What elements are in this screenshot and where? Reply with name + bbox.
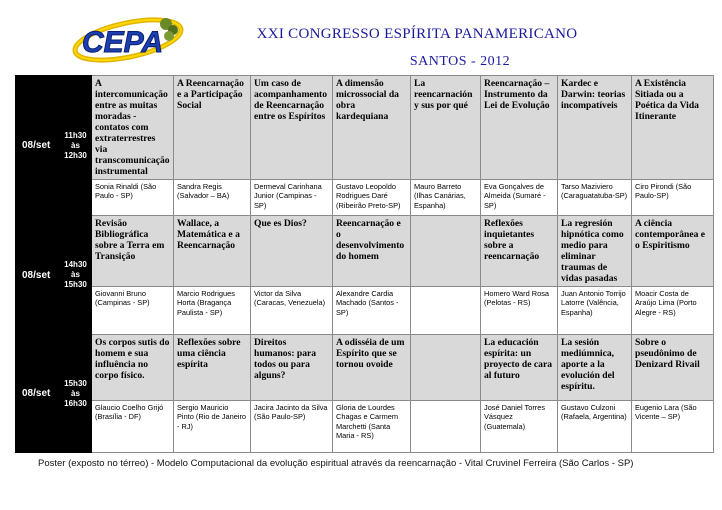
logo-text: CEPA [82,26,164,59]
talk-title: La reencarnación y sus por qué [411,76,481,180]
talk-title: Direitos humanos: para todos ou para alguns? [251,335,333,401]
page-title: XXI CONGRESSO ESPÍRITA PANAMERICANO [256,26,578,42]
talk-speaker: Victor da Silva (Caracas, Venezuela) [251,287,333,335]
session-date: 08/set [16,216,60,335]
talk-speaker: Moacir Costa de Araújo Lima (Porto Alegre - RS) [632,287,714,335]
session-date: 08/set [16,335,60,453]
session-row [16,76,714,180]
talk-title: A intercomunicação entre as muitas moradas - contatos com extraterrestres via transcomunicação instrumental [92,76,174,180]
talk-title: Os corpos sutis do homem e sua influência no corpo físico. [92,335,174,401]
talk-title: Reflexões inquietantes sobre a reencarnação [481,216,558,287]
speaker-row [16,180,714,216]
talk-speaker [411,287,481,335]
talk-title: A odisséia de um Espírito que se tornou ovoide [333,335,411,401]
talk-speaker: Jacira Jacinto da Silva (São Paulo-SP) [251,401,333,453]
time-line: às [71,140,80,150]
time-line: 15h30 [64,378,87,388]
talk-title [411,335,481,401]
talk-speaker: Gloria de Lourdes Chagas e Carmem Marchetti (Santa Maria - RS) [333,401,411,453]
session-date: 08/set [16,76,60,216]
cepa-logo [70,6,190,66]
talk-title: Revisão Bibliográfica sobre a Terra em Transição [92,216,174,287]
talk-speaker: Juan Antonio Torrijo Latorre (Valência, Espanha) [558,287,632,335]
talk-speaker: Eugenio Lara (São Vicente – SP) [632,401,714,453]
talk-speaker: Tarso Maziviero (Caraguatatuba-SP) [558,180,632,216]
talk-title: A Existência Sitiada ou a Poética da Vida Itinerante [632,76,714,180]
time-line: 12h30 [64,150,87,160]
time-line: 14h30 [64,260,87,269]
talk-speaker: Glaucio Coelho Grijó (Brasília - DF) [92,401,174,453]
time-line: às [71,388,80,398]
talk-title: A dimensão microssocial da obra kardequiana [333,76,411,180]
speaker-row [16,287,714,335]
talk-speaker: Homero Ward Rosa (Pelotas - RS) [481,287,558,335]
talk-speaker: Gustavo Culzoni (Rafaela, Argentina) [558,401,632,453]
schedule-table [15,75,714,453]
talk-speaker: José Daniel Torres Vásquez (Guatemala) [481,401,558,453]
session-time [60,216,92,335]
session-row [16,216,714,287]
talk-speaker: Ciro Pirondi (São Paulo-SP) [632,180,714,216]
talk-title: Reencarnação – Instrumento da Lei de Evolução [481,76,558,180]
time-line: 16h30 [64,398,87,408]
talk-title: A Reencarnação e a Participação Social [174,76,251,180]
time-line: 15h30 [64,280,87,289]
talk-title: Reencarnação e o desenvolvimento do homem [333,216,411,287]
time-line: 11h30 [64,130,87,140]
talk-speaker: Mauro Barreto (Ilhas Canárias, Espanha) [411,180,481,216]
talk-speaker [411,401,481,453]
session-row [16,335,714,401]
session-time [60,76,92,216]
talk-speaker: Dermeval Carinhana Junior (Campinas - SP) [251,180,333,216]
talk-title: Wallace, a Matemática e a Reencarnação [174,216,251,287]
talk-speaker: Sergio Mauricio Pinto (Rio de Janeiro - RJ) [174,401,251,453]
page-subtitle: SANTOS - 2012 [409,54,511,69]
time-line: às [71,270,80,279]
session-time [60,335,92,453]
talk-title: La educación espírita: un proyecto de cara al futuro [481,335,558,401]
talk-speaker: Giovanni Bruno (Campinas - SP) [92,287,174,335]
talk-title: Sobre o pseudônimo de Denizard Rivail [632,335,714,401]
talk-title: Kardec e Darwin: teorias incompatíveis [558,76,632,180]
talk-speaker: Sonia Rinaldi (São Paulo - SP) [92,180,174,216]
talk-title [411,216,481,287]
talk-speaker: Gustavo Leopoldo Rodrigues Daré (Ribeirão Preto-SP) [333,180,411,216]
talk-speaker: Sandra Regis (Salvador – BA) [174,180,251,216]
talk-speaker: Eva Gonçalves de Almeida (Sumaré - SP) [481,180,558,216]
poster-note: Poster (exposto no térreo) - Modelo Computacional da evolução espiritual através da reencarnação - Vital Cruvinel Ferreira (São Carlos - SP) [38,458,634,469]
talk-title: Um caso de acompanhamento de Reencarnação entre os Espíritos [251,76,333,180]
speaker-row [16,401,714,453]
talk-title: A ciência contemporânea e o Espiritismo [632,216,714,287]
talk-title: La regresión hipnótica como medio para eliminar traumas de vidas pasadas [558,216,632,287]
talk-title: Reflexões sobre uma ciência espírita [174,335,251,401]
talk-speaker: Marcio Rodrigues Horta (Bragança Paulista - SP) [174,287,251,335]
talk-speaker: Alexandre Cardia Machado (Santos - SP) [333,287,411,335]
talk-title: La sesión mediúmnica, aporte a la evolución del espíritu. [558,335,632,401]
talk-title: Que es Dios? [251,216,333,287]
